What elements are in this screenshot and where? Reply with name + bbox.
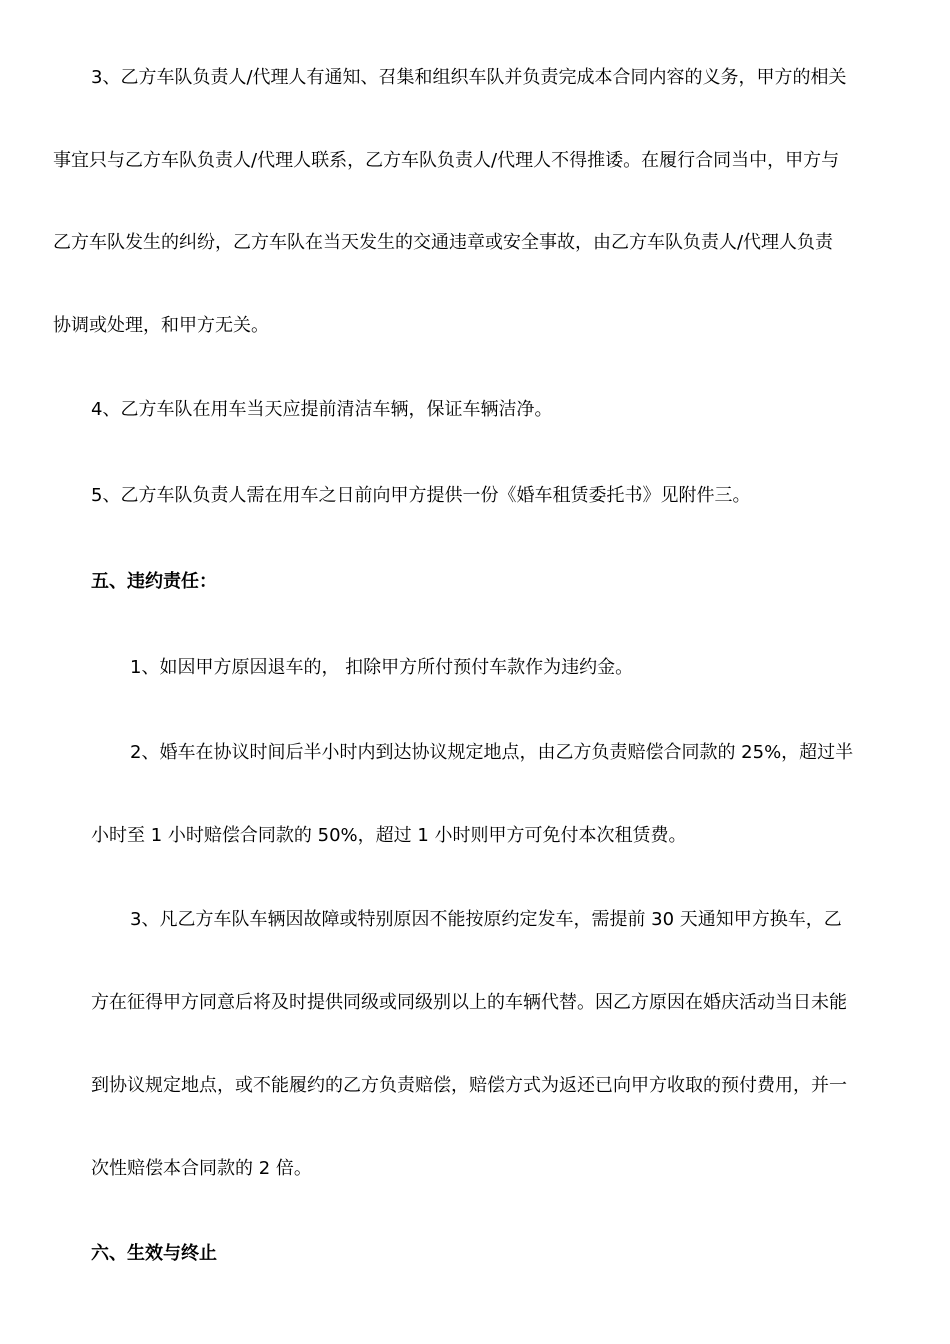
clause-4-4: 4、乙方车队在用车当天应提前清洁车辆，保证车辆洁净。: [91, 399, 553, 420]
clause-5-3-line-2: 方在征得甲方同意后将及时提供同级或同级别以上的车辆代替。因乙方原因在婚庆活动当日未能: [91, 992, 847, 1013]
section-heading-breach: 五、违约责任：: [91, 571, 217, 592]
clause-5-1: 1、如因甲方原因退车的， 扣除甲方所付预付车款作为违约金。: [130, 657, 634, 678]
clause-5-3-line-4: 次性赔偿本合同款的 2 倍。: [91, 1158, 312, 1179]
clause-5-2-line-1: 2、婚车在协议时间后半小时内到达协议规定地点，由乙方负责赔偿合同款的 25%，超过半: [130, 742, 854, 763]
clause-4-3-line-1: 3、乙方车队负责人/代理人有通知、召集和组织车队并负责完成本合同内容的义务，甲方的相关: [91, 67, 847, 88]
clause-5-2-line-2: 小时至 1 小时赔偿合同款的 50%，超过 1 小时则甲方可免付本次租赁费。: [91, 825, 687, 846]
section-heading-effect-termination: 六、生效与终止: [91, 1243, 217, 1264]
clause-5-3-line-3: 到协议规定地点，或不能履约的乙方负责赔偿，赔偿方式为返还已向甲方收取的预付费用，并一: [91, 1075, 847, 1096]
clause-4-3-line-4: 协调或处理，和甲方无关。: [53, 315, 269, 336]
clause-4-3-line-2: 事宜只与乙方车队负责人/代理人联系，乙方车队负责人/代理人不得推诿。在履行合同当中，甲方与: [53, 150, 840, 171]
clause-5-3-line-1: 3、凡乙方车队车辆因故障或特别原因不能按原约定发车，需提前 30 天通知甲方换车，乙: [130, 909, 842, 930]
clause-4-5: 5、乙方车队负责人需在用车之日前向甲方提供一份《婚车租赁委托书》见附件三。: [91, 485, 751, 506]
clause-4-3-line-3: 乙方车队发生的纠纷，乙方车队在当天发生的交通违章或安全事故，由乙方车队负责人/代理人负责: [53, 232, 834, 253]
